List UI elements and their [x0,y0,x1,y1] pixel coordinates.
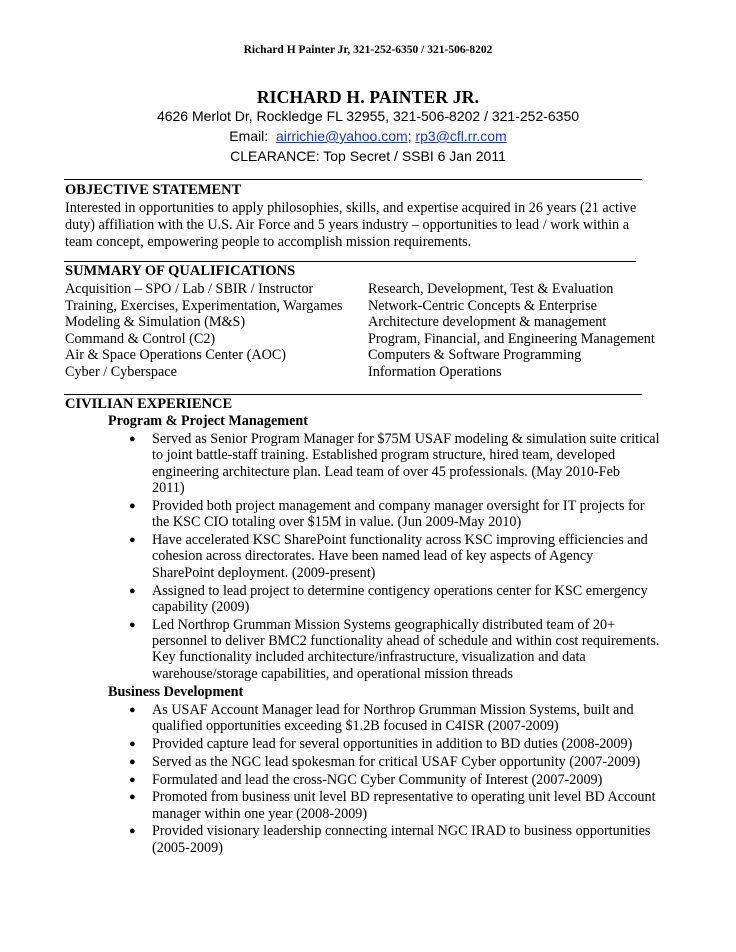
bullet-line: Provided capture lead for several opportunities in addition to BD duties (2008-2009) [152,736,633,753]
qualifications-right-column [368,281,655,380]
civilian-title: CIVILIAN EXPERIENCE [65,396,233,412]
clearance-line: CLEARANCE: Top Secret / SSBI 6 Jan 2011 [230,148,506,164]
qualification-item: Program, Financial, and Engineering Management [368,330,655,347]
running-header: Richard H Painter Jr, 321-252-6350 / 321-506-8202 [243,44,493,56]
list-item [0,498,677,531]
list-item [0,823,677,856]
bullet-line: manager within one year (2008-2009) [152,805,368,822]
bullet-line: Provided visionary leadership connecting internal NGC IRAD to business opportunities [152,823,651,840]
objective-text [65,200,636,251]
bullet-icon: ● [129,773,136,786]
bullet-icon: ● [129,738,136,751]
bullet-line: Served as Senior Program Manager for $75M USAF modeling & simulation suite critical [152,431,660,447]
program-management-subheading: Program & Project Management [108,413,308,429]
bullet-line: engineering architecture plan. Lead team of over 45 professionals. (May 2010-Feb [152,463,621,480]
qualification-item: Acquisition – SPO / Lab / SBIR / Instructor [65,281,314,297]
bullet-icon: ● [129,704,136,716]
list-item [0,431,677,497]
bullet-line: Served as the NGC lead spokesman for critical USAF Cyber opportunity (2007-2009) [152,753,641,770]
qualification-item: Architecture development & management [368,314,607,330]
bullet-line: Key functionality included architecture/infrastructure, visualization and data [152,649,586,666]
bullet-icon: ● [129,755,136,768]
qualification-item: Cyber / Cyberspace [65,363,177,380]
bullet-line: capability (2009) [152,598,250,615]
objective-line: duty) affiliation with the U.S. Air Force and 5 years industry – opportunities to lead / work within a [65,217,629,233]
bullet-line: warehouse/storage capabilities, and operational mission threads [152,665,513,682]
candidate-name: RICHARD H. PAINTER JR. [256,87,480,107]
bullet-line: Have accelerated KSC SharePoint functionality across KSC improving efficiencies and [152,532,648,549]
qualification-item: Computers & Software Programming [368,347,582,363]
bullet-line: Formulated and lead the cross-NGC Cyber Community of Interest (2007-2009) [152,771,603,788]
list-item [0,583,677,616]
bullet-line: qualified opportunities exceeding $1.2B focused in C4ISR (2007-2009) [152,718,559,735]
bullet-icon: ● [129,534,136,547]
email-separator: ; [407,128,412,144]
email-line [0,128,736,144]
objective-title: OBJECTIVE STATEMENT [65,182,242,198]
list-item [0,789,677,822]
bullet-line: Assigned to lead project to determine contigency operations center for KSC emergency [152,582,648,599]
list-item [0,702,677,735]
bullet-line: cohesion across directorates. Have been named lead of key aspects of Agency [152,548,594,565]
email-link-yahoo[interactable]: airrichie@yahoo.com [275,128,408,144]
qualification-item: Network-Centric Concepts & Enterprise [368,297,597,314]
qualifications-left-column [65,281,343,380]
bullet-line: 2011) [152,480,185,497]
bullet-icon: ● [129,433,136,445]
email-label: Email: [229,128,269,144]
qualification-item: Research, Development, Test & Evaluation [368,281,614,297]
business-development-list [0,702,736,857]
list-item [0,532,677,581]
business-development-subheading: Business Development [108,684,244,700]
bullet-line: Promoted from business unit level BD representative to operating unit level BD Account [152,789,656,806]
bullet-line: personnel to deliver BMC2 functionality ahead of schedule and within cost requirements. [152,633,660,650]
qualification-item: Command & Control (C2) [65,330,216,347]
bullet-line: SharePoint deployment. (2009-present) [152,564,376,581]
qualification-item: Air & Space Operations Center (AOC) [65,347,287,363]
bullet-icon: ● [129,584,136,597]
bullet-icon: ● [129,618,136,631]
objective-line: Interested in opportunities to apply philosophies, skills, and expertise acquired in 26 years (21 active [65,200,637,216]
list-item [0,754,677,770]
list-item [0,617,677,683]
bullet-line: Provided both project management and company manager oversight for IT projects for [152,497,645,514]
bullet-icon: ● [129,791,136,804]
email-link-cfl[interactable]: rp3@cfl.rr.com [415,128,507,144]
bullet-line: (2005-2009) [152,839,223,856]
program-management-list [0,431,736,684]
divider [64,394,642,395]
list-item [0,736,677,752]
address-line: 4626 Merlot Dr, Rockledge FL 32955, 321-506-8202 / 321-252-6350 [156,108,580,124]
qualification-item: Information Operations [368,363,502,380]
qualifications-title: SUMMARY OF QUALIFICATIONS [65,263,296,279]
bullet-line: As USAF Account Manager lead for Northrop Grumman Mission Systems, built and [152,702,634,718]
qualification-item: Modeling & Simulation (M&S) [65,314,246,330]
objective-line: team concept, empowering people to accomplish mission requirements. [65,234,472,250]
bullet-line: to joint battle-staff training. Established program structure, hired team, developed [152,447,616,464]
bullet-icon: ● [129,825,136,838]
qualification-item: Training, Exercises, Experimentation, Wargames [65,297,343,314]
bullet-icon: ● [129,499,136,512]
bullet-line: the KSC CIO totaling over $15M in value. (Jun 2009-May 2010) [152,514,522,531]
divider [64,261,636,262]
bullet-line: Led Northrop Grumman Mission Systems geographically distributed team of 20+ [152,616,616,633]
divider [64,179,642,180]
list-item [0,772,677,788]
